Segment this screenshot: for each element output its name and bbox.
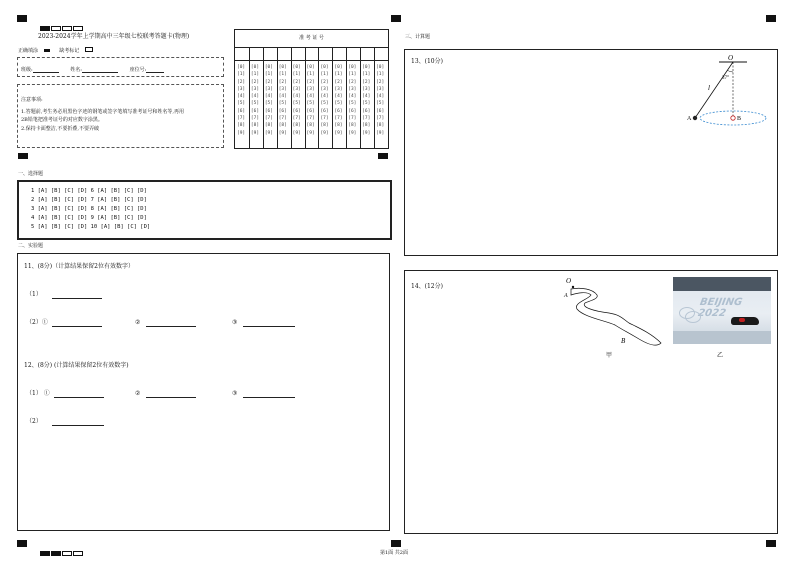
ball-a (693, 116, 697, 120)
exam-id-bubble[interactable]: [8] (264, 123, 273, 129)
exam-id-bubble[interactable]: [5] (362, 101, 371, 107)
label-o: O (728, 54, 734, 62)
q11-circle-3: ③ (232, 319, 238, 326)
caption-jia: 甲 (606, 352, 613, 359)
exam-id-column (334, 64, 342, 137)
label-angle: 37° (722, 76, 729, 81)
exam-id-bubble[interactable]: [1] (292, 72, 301, 78)
alignment-mark (378, 153, 388, 159)
q11-circle-2: ② (135, 319, 141, 326)
exam-id-bubble[interactable]: [2] (292, 79, 301, 85)
exam-id-bubble[interactable]: [8] (306, 123, 315, 129)
name-field[interactable] (82, 65, 118, 73)
experiment-box (17, 253, 390, 531)
seat-label: 座位号: (129, 67, 147, 73)
filled-bubble-icon (44, 49, 50, 52)
corner-mark (17, 540, 27, 547)
exam-id-bubble[interactable]: [9] (237, 130, 246, 136)
exam-id-bubble[interactable]: [1] (376, 72, 385, 78)
exam-id-column (279, 64, 287, 137)
mcq-row[interactable]: 2 [A] [B] [C] [D] 7 [A] [B] [C] [D] (31, 197, 147, 203)
q12-part1-label: （1） ① (26, 390, 50, 397)
bobsled-track-diagram (563, 275, 669, 349)
exam-id-bubble[interactable]: [5] (250, 101, 260, 107)
exam-id-bubble[interactable]: [2] (237, 79, 246, 85)
exam-id-bubble[interactable]: [0] (320, 65, 329, 70)
exam-id-bubble[interactable]: [1] (250, 72, 260, 78)
exam-id-bubble[interactable]: [0] (306, 65, 315, 70)
exam-id-bubble[interactable]: [6] (362, 108, 371, 114)
exam-id-column (293, 64, 301, 137)
exam-id-bubble[interactable]: [2] (376, 79, 385, 85)
mcq-row[interactable]: 4 [A] [B] [C] [D] 9 [A] [B] [C] [D] (31, 215, 147, 221)
exam-id-column (320, 64, 328, 137)
exam-id-column (237, 64, 245, 137)
exam-id-bubble[interactable]: [9] (334, 130, 343, 136)
exam-id-bubble[interactable]: [0] (362, 65, 371, 70)
exam-id-bubble[interactable]: [4] (334, 94, 343, 100)
grid-divider (249, 47, 250, 148)
exam-id-bubble[interactable]: [2] (320, 79, 329, 85)
exam-id-bubble[interactable]: [3] (348, 86, 357, 92)
exam-id-bubble[interactable]: [1] (334, 72, 343, 78)
exam-id-bubble[interactable]: [6] (348, 108, 357, 114)
exam-id-column (362, 64, 370, 137)
notice-title: 注意事项: (21, 97, 43, 103)
exam-id-bubble[interactable]: [1] (278, 72, 287, 78)
exam-id-column (376, 64, 384, 137)
exam-id-column (348, 64, 356, 137)
grid-divider (318, 47, 319, 148)
exam-id-bubble[interactable]: [7] (237, 116, 246, 122)
q13-title: 13、(10分) (411, 58, 443, 65)
class-field[interactable] (33, 65, 59, 73)
exam-id-bubble[interactable]: [6] (250, 108, 260, 114)
fill-example (18, 47, 93, 54)
exam-id-bubble[interactable]: [3] (306, 86, 315, 92)
exam-id-bubble[interactable]: [4] (250, 94, 260, 100)
q12-title: 12、(8分) (计算结果保留2位有效数字) (24, 362, 129, 369)
exam-id-bubble[interactable]: [9] (348, 130, 357, 136)
q11-answer-2a[interactable] (52, 319, 102, 327)
bobsled-icon (731, 317, 759, 325)
exam-id-bubble[interactable]: [5] (278, 101, 287, 107)
exam-id-bubble[interactable]: [4] (320, 94, 329, 100)
exam-id-bubble[interactable]: [2] (250, 79, 260, 85)
exam-id-bubble[interactable]: [0] (292, 65, 301, 70)
student-info-box (17, 57, 224, 77)
exam-id-bubble[interactable]: [8] (250, 123, 260, 129)
exam-id-bubble[interactable]: [6] (292, 108, 301, 114)
exam-id-bubble[interactable]: [7] (348, 116, 357, 122)
label-b: B (737, 116, 742, 122)
exam-id-bubble[interactable]: [3] (376, 86, 385, 92)
class-label: 班级: (21, 67, 33, 73)
exam-id-bubble[interactable]: [2] (264, 79, 273, 85)
grid-divider (346, 47, 347, 148)
exam-id-bubble[interactable]: [7] (264, 116, 273, 122)
exam-id-bubble[interactable]: [2] (334, 79, 343, 85)
exam-id-bubble[interactable]: [2] (278, 79, 287, 85)
section2-title: 二、实验题 (18, 243, 44, 249)
exam-id-bubble[interactable]: [4] (264, 94, 273, 100)
label-b: B (621, 337, 626, 345)
grid-divider (332, 47, 333, 148)
exam-id-column (307, 64, 315, 137)
exam-id-bubble[interactable]: [9] (250, 130, 260, 136)
q14-title: 14、(12分) (411, 283, 443, 290)
page-code-boxes-bottom (40, 541, 83, 560)
exam-id-bubble[interactable]: [8] (376, 123, 385, 129)
exam-id-bubble[interactable]: [9] (376, 130, 385, 136)
grid-divider (305, 47, 306, 148)
exam-id-bubble[interactable]: [3] (362, 86, 371, 92)
fill-example-label: 正确填涂 (18, 48, 39, 54)
exam-id-bubble[interactable]: [4] (292, 94, 301, 100)
exam-id-bubble[interactable]: [9] (306, 130, 315, 136)
corner-mark (17, 15, 27, 22)
exam-id-bubble[interactable]: [5] (237, 101, 246, 107)
exam-id-bubble[interactable]: [7] (250, 116, 260, 122)
exam-id-bubble[interactable]: [9] (278, 130, 287, 136)
corner-mark (766, 15, 776, 22)
track-outline (571, 288, 661, 345)
exam-id-bubble[interactable]: [3] (320, 86, 329, 92)
name-label: 姓名: (70, 67, 82, 73)
label-a: A (564, 293, 568, 299)
exam-id-bubble[interactable]: [4] (376, 94, 385, 100)
notice-line: 2.保持卡面整洁,不要折叠,不要弄破 (21, 126, 99, 132)
exam-id-bubble[interactable]: [8] (278, 123, 287, 129)
caption-yi: 乙 (717, 352, 724, 359)
exam-id-bubble[interactable]: [0] (376, 65, 385, 70)
exam-id-bubble[interactable]: [5] (320, 101, 329, 107)
exam-id-bubble[interactable]: [9] (362, 130, 371, 136)
angle-arc (727, 70, 733, 72)
q12-circle-3: ③ (232, 390, 238, 397)
section1-title: 一、选择题 (18, 171, 44, 177)
exam-id-bubble[interactable]: [6] (376, 108, 385, 114)
exam-id-bubble[interactable]: [7] (320, 116, 329, 122)
exam-id-bubble[interactable]: [4] (306, 94, 315, 100)
exam-id-bubble[interactable]: [6] (278, 108, 287, 114)
exam-id-bubble[interactable]: [0] (278, 65, 287, 70)
grid-divider (263, 47, 264, 148)
exam-id-bubble[interactable]: [7] (278, 116, 287, 122)
notice-line: 2B铅笔把准考证号的对应数字涂黑。 (21, 117, 103, 123)
exam-id-bubble[interactable]: [7] (334, 116, 343, 122)
exam-id-bubble[interactable]: [5] (264, 101, 273, 107)
q13-box (404, 49, 778, 256)
exam-id-bubble[interactable]: [4] (237, 94, 246, 100)
corner-mark (391, 540, 401, 547)
pendulum-diagram (675, 52, 775, 132)
seat-field[interactable] (146, 65, 164, 73)
q11-answer-2b[interactable] (146, 319, 196, 327)
mcq-row[interactable]: 5 [A] [B] [C] [D] 10 [A] [B] [C] [D] (31, 224, 151, 230)
q12-answer-2[interactable] (52, 418, 104, 426)
exam-id-bubble[interactable]: [4] (362, 94, 371, 100)
q11-title: 11、(8分)（计算结果保留2位有效数字） (24, 263, 134, 270)
grid-divider (277, 47, 278, 148)
exam-id-bubble[interactable]: [5] (292, 101, 301, 107)
exam-id-bubble[interactable]: [9] (292, 130, 301, 136)
exam-id-bubble[interactable]: [7] (292, 116, 301, 122)
exam-id-bubble[interactable]: [8] (348, 123, 357, 129)
exam-id-bubble[interactable]: [7] (306, 116, 315, 122)
q11-part1-label: （1） (26, 291, 42, 298)
exam-id-bubble[interactable]: [4] (278, 94, 287, 100)
exam-id-bubble[interactable]: [3] (278, 86, 287, 92)
alignment-mark (18, 153, 28, 159)
q14-box (404, 270, 778, 534)
label-a: A (687, 116, 692, 122)
exam-id-bubble[interactable]: [7] (376, 116, 385, 122)
exam-id-bubble[interactable]: [3] (264, 86, 273, 92)
q11-answer-2c[interactable] (243, 319, 295, 327)
sheet-title: 2023-2024学年上学期高中三年级七校联考答题卡(物理) (38, 33, 190, 40)
exam-id-bubble[interactable]: [1] (320, 72, 329, 78)
q11-part2-label: （2）① (26, 319, 48, 326)
bobsled-photo (673, 277, 771, 344)
q12-answer-1c[interactable] (243, 390, 295, 398)
mcq-row[interactable]: 1 [A] [B] [C] [D] 6 [A] [B] [C] [D] (31, 188, 147, 194)
exam-id-bubble[interactable]: [2] (362, 79, 371, 85)
exam-id-bubble[interactable]: [1] (306, 72, 315, 78)
exam-id-bubble[interactable]: [8] (320, 123, 329, 129)
exam-id-column (265, 64, 273, 137)
q12-answer-1a[interactable] (54, 390, 104, 398)
exam-id-bubble[interactable]: [6] (334, 108, 343, 114)
exam-id-bubble[interactable]: [0] (237, 65, 246, 70)
exam-id-bubble[interactable]: [9] (264, 130, 273, 136)
exam-id-bubble[interactable]: [2] (348, 79, 357, 85)
exam-id-title: 准 考 证 号 (299, 35, 324, 41)
corner-mark (391, 15, 401, 22)
exam-id-bubble[interactable]: [1] (348, 72, 357, 78)
notice-line: 1.答题前,考生务必用黑色字迹的钢笔或签字笔填写准考证号和姓名等,再用 (21, 109, 184, 115)
exam-id-bubble[interactable]: [5] (376, 101, 385, 107)
exam-id-bubble[interactable]: [5] (306, 101, 315, 107)
exam-id-bubble[interactable]: [1] (264, 72, 273, 78)
exam-id-bubble[interactable]: [9] (320, 130, 329, 136)
exam-id-bubble[interactable]: [6] (264, 108, 273, 114)
exam-id-bubble[interactable]: [8] (334, 123, 343, 129)
exam-id-bubble[interactable]: [6] (237, 108, 246, 114)
mcq-row[interactable]: 3 [A] [B] [C] [D] 8 [A] [B] [C] [D] (31, 206, 147, 212)
section3-title: 三、计算题 (405, 34, 431, 40)
exam-id-bubble[interactable]: [3] (292, 86, 301, 92)
grid-divider (360, 47, 361, 148)
exam-id-grid (234, 29, 389, 149)
grid-divider (291, 47, 292, 148)
point-o-dot (572, 286, 574, 288)
q12-circle-2: ② (135, 390, 141, 397)
exam-id-bubble[interactable]: [1] (237, 72, 246, 78)
exam-id-bubble[interactable]: [0] (264, 65, 273, 70)
absent-checkbox[interactable] (85, 47, 93, 52)
exam-id-bubble[interactable]: [4] (348, 94, 357, 100)
label-o: O (566, 277, 572, 285)
notice-box (17, 84, 224, 148)
exam-id-bubble[interactable]: [8] (292, 123, 301, 129)
page-number: 第1面 共2面 (380, 550, 408, 556)
exam-id-bubble[interactable]: [5] (334, 101, 343, 107)
label-l: l (708, 84, 710, 92)
grid-divider (374, 47, 375, 148)
exam-id-bubble[interactable]: [0] (348, 65, 357, 70)
exam-id-bubble[interactable]: [0] (250, 65, 260, 70)
exam-id-bubble[interactable]: [7] (362, 116, 371, 122)
exam-id-bubble[interactable]: [3] (250, 86, 260, 92)
q11-answer-1[interactable] (52, 291, 102, 299)
absent-label: 缺考标记 (59, 48, 80, 54)
exam-id-bubble[interactable]: [3] (237, 86, 246, 92)
string-line (695, 62, 733, 118)
mcq-box (17, 180, 392, 240)
exam-id-bubble[interactable]: [5] (348, 101, 357, 107)
corner-mark (766, 540, 776, 547)
exam-id-bubble[interactable]: [1] (362, 72, 371, 78)
exam-id-bubble[interactable]: [8] (362, 123, 371, 129)
photo-text: BEIJING 2022 (697, 297, 744, 319)
q12-part2-label: （2） (26, 418, 42, 425)
exam-id-bubble[interactable]: [0] (334, 65, 343, 70)
exam-id-bubble[interactable]: [2] (306, 79, 315, 85)
exam-id-bubble[interactable]: [3] (334, 86, 343, 92)
q12-answer-1b[interactable] (146, 390, 196, 398)
exam-id-bubble[interactable]: [6] (320, 108, 329, 114)
exam-id-column (251, 64, 259, 137)
exam-id-bubble[interactable]: [8] (237, 123, 246, 129)
ball-b (731, 116, 735, 120)
exam-id-bubble[interactable]: [6] (306, 108, 315, 114)
